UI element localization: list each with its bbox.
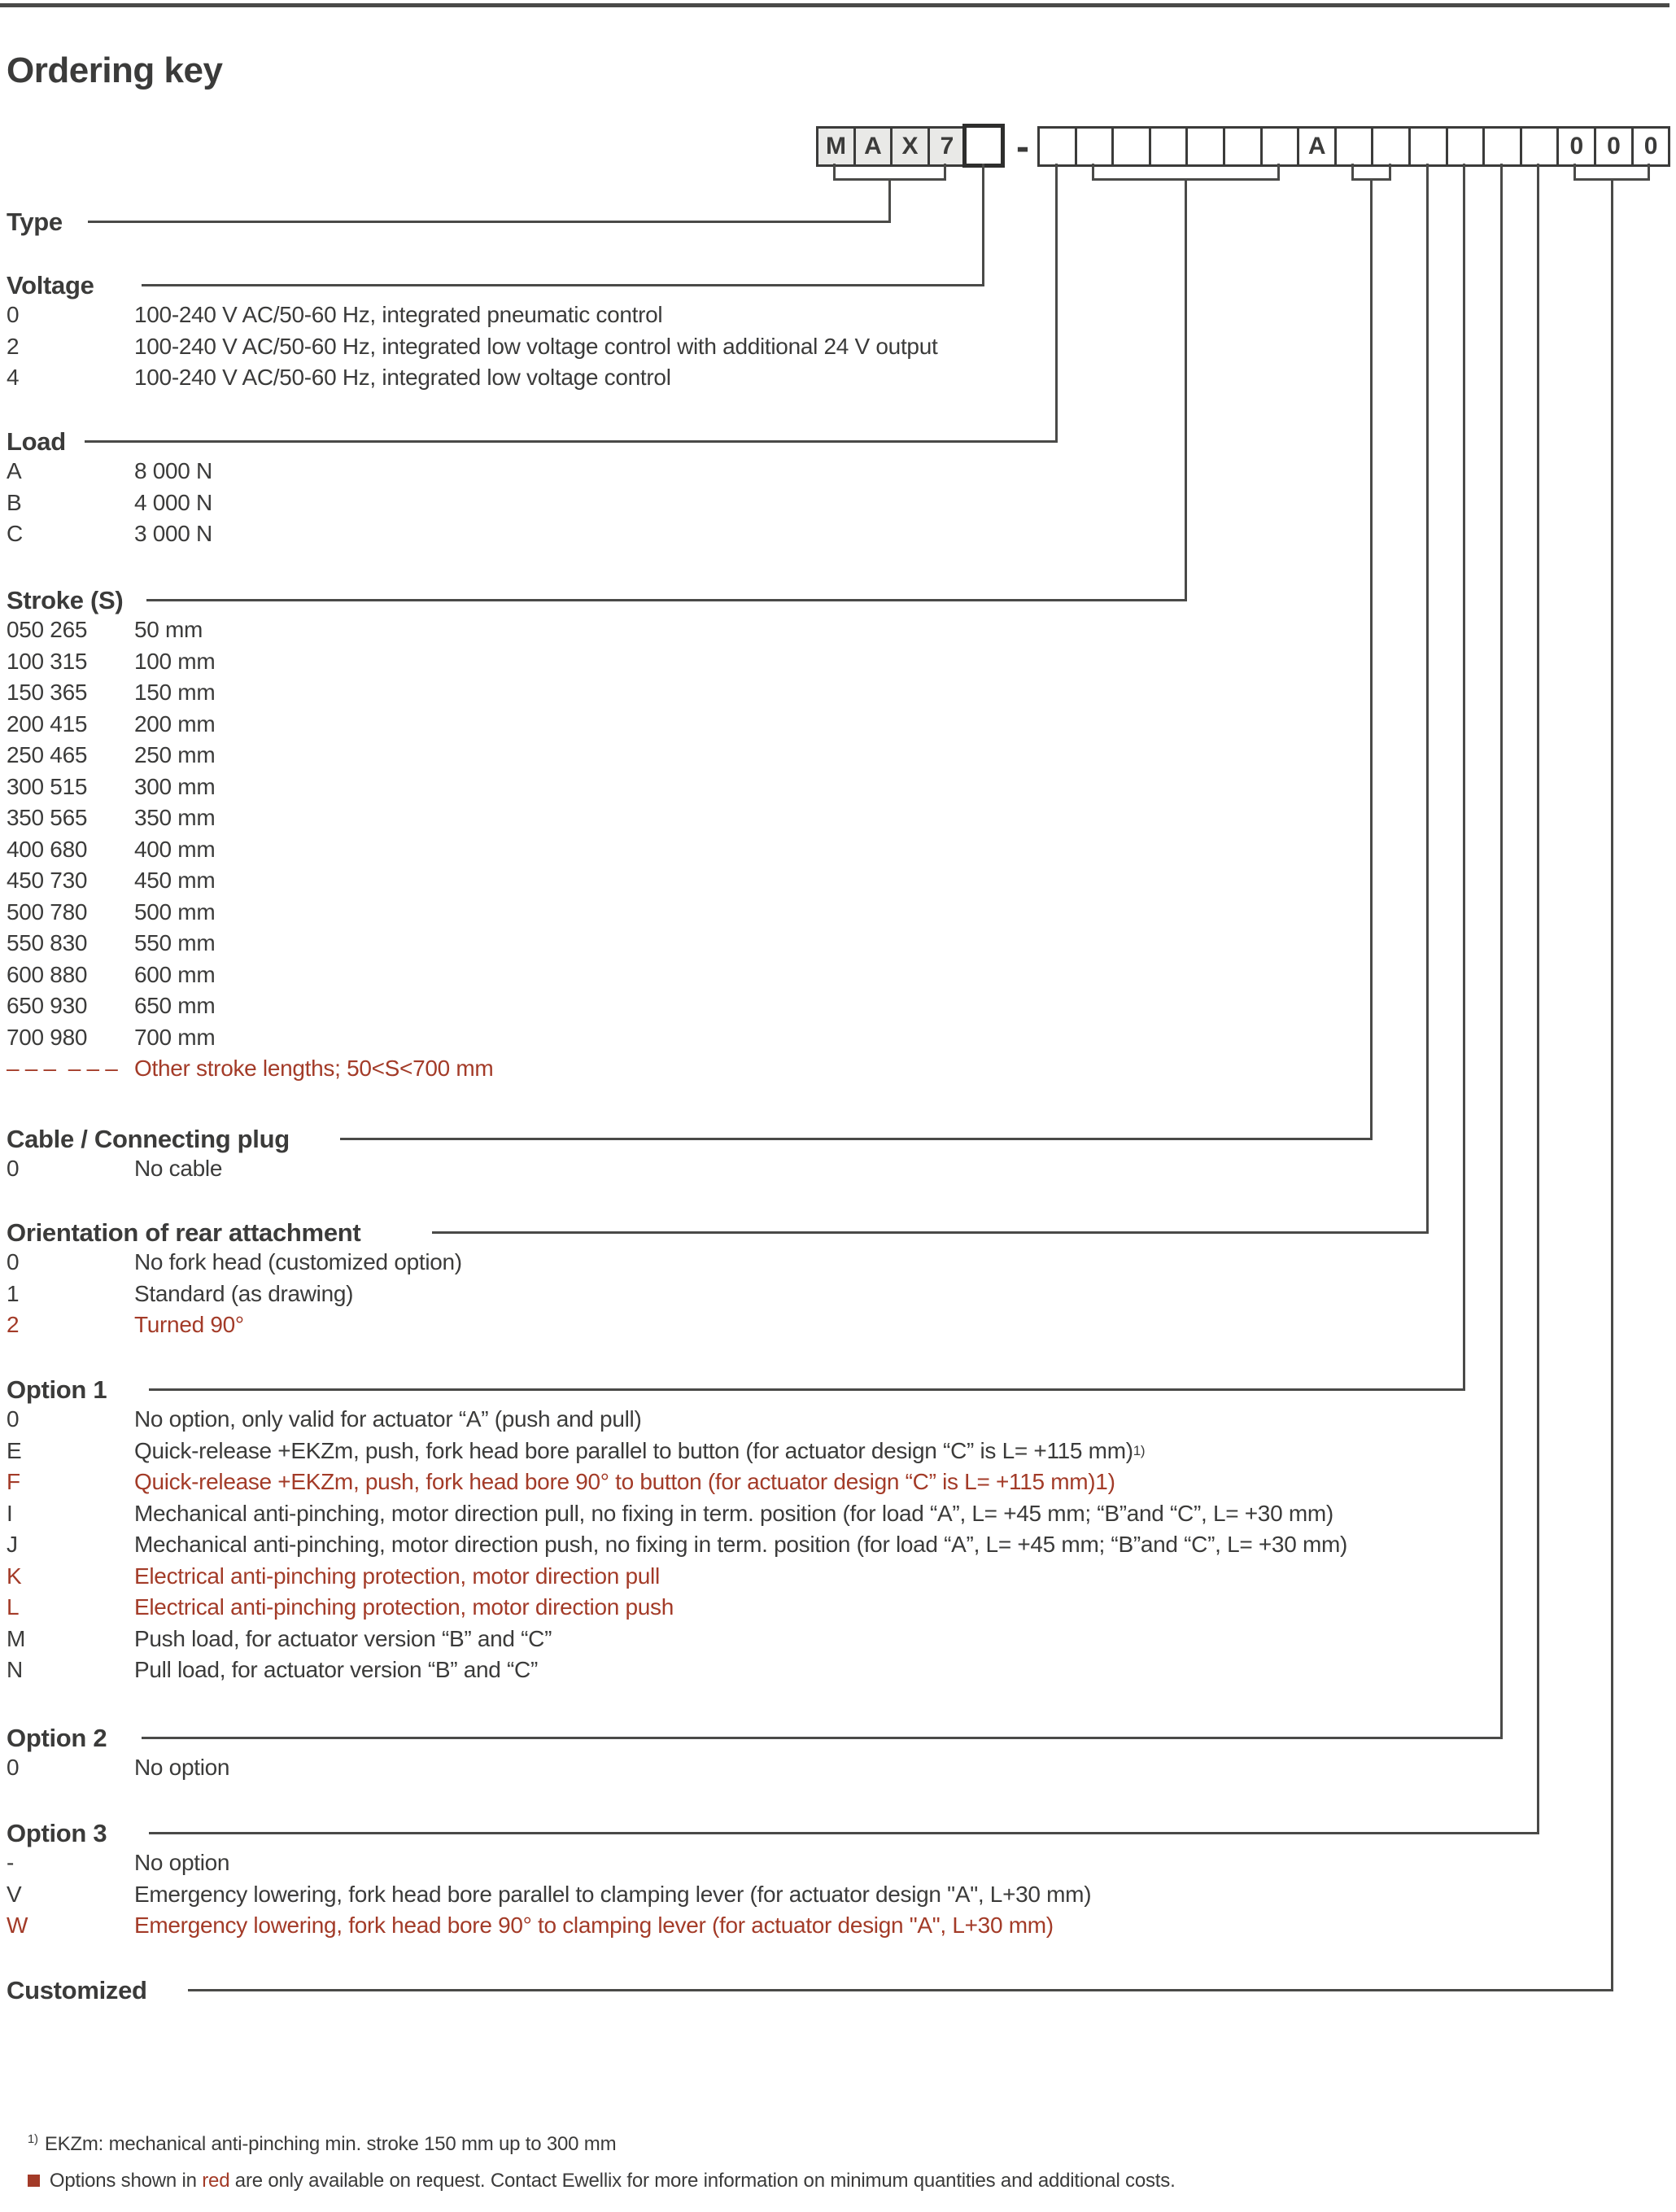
row-desc: No option [134, 1755, 230, 1781]
section-orientation-title: Orientation of rear attachment [7, 1218, 361, 1247]
code-box-option1 [1446, 129, 1483, 164]
option3-row [7, 1910, 1091, 1942]
section-type-title: Type [7, 208, 63, 236]
code-box-stroke-2 [1111, 129, 1149, 164]
option1-row [7, 1561, 1347, 1593]
code-box-cable-1 [1334, 129, 1372, 164]
stroke-row [7, 897, 493, 929]
row-code: M [7, 1625, 26, 1651]
row-desc: 100-240 V AC/50-60 Hz, integrated low voltage control with additional 24 V output [134, 333, 938, 359]
section-customized-title: Customized [7, 1976, 147, 2004]
row-code: 100 315 [7, 648, 88, 674]
row-desc: 450 mm [134, 868, 216, 894]
section-stroke [7, 587, 493, 1085]
option2-rule [142, 1737, 1503, 1739]
stroke-row [7, 677, 493, 709]
row-code: - [7, 1850, 15, 1876]
row-desc: Turned 90° [134, 1312, 244, 1338]
code-box-option2 [1482, 129, 1520, 164]
cable-row [7, 1153, 290, 1185]
row-desc: Quick-release +EKZm, push, fork head bore parallel to button (for actuator design “C” is L= +115 mm) [134, 1437, 1133, 1463]
row-code: F [7, 1469, 20, 1495]
row-desc: No cable [134, 1156, 223, 1182]
option2-connector [1500, 164, 1503, 1739]
option1-row [7, 1655, 1347, 1686]
option1-connector [1463, 164, 1465, 1391]
stroke-row [7, 1022, 493, 1054]
separator-dash: - [1016, 125, 1029, 168]
code-box-7: 7 [927, 129, 965, 164]
section-option1 [7, 1376, 1347, 1686]
row-desc: 650 mm [134, 993, 216, 1019]
row-code: A [7, 458, 22, 484]
row-desc: Pull load, for actuator version “B” and “C” [134, 1657, 538, 1683]
row-desc: 150 mm [134, 680, 216, 706]
row-desc: Mechanical anti-pinching, motor direction pull, no fixing in term. position (for load “A”, L= +45 mm; “B”and “C”, L= +30 mm) [134, 1500, 1333, 1526]
customized-rule [188, 1989, 1613, 1991]
option1-row [7, 1592, 1347, 1624]
row-code: 4 [7, 365, 20, 391]
row-desc: Emergency lowering, fork head bore parallel to clamping lever (for actuator design "A", L+30 mm) [134, 1881, 1092, 1907]
section-option2-title: Option 2 [7, 1724, 107, 1752]
row-desc: No option [134, 1850, 230, 1876]
type-connector [888, 178, 891, 223]
stroke-row [7, 772, 493, 803]
row-desc: 350 mm [134, 805, 216, 831]
section-orientation [7, 1219, 462, 1341]
row-code: – – – – – – [7, 1056, 118, 1082]
voltage-code-box [962, 124, 1005, 168]
load-row [7, 487, 212, 519]
footnote-text-post: are only available on request. Contact Ewellix for more information on minimum quantities and additional costs. [229, 2170, 1176, 2192]
row-code: N [7, 1657, 23, 1683]
row-desc: No fork head (customized option) [134, 1249, 462, 1275]
row-desc: 500 mm [134, 898, 216, 925]
customized-connector [1611, 178, 1613, 1991]
code-box-fixed-a: A [1297, 129, 1334, 164]
section-option1-title: Option 1 [7, 1375, 107, 1404]
row-code: 300 515 [7, 773, 88, 799]
cable-connector [1370, 178, 1373, 1140]
row-code: 0 [7, 1249, 20, 1275]
footnote-text-pre: Options shown in [49, 2170, 203, 2192]
footnote-red-options [7, 2147, 1176, 2212]
code-box-stroke-6 [1260, 129, 1298, 164]
row-code: 450 730 [7, 868, 88, 894]
row-code: E [7, 1437, 22, 1463]
load-row [7, 456, 212, 487]
row-code: 2 [7, 333, 20, 359]
row-code: 400 680 [7, 836, 88, 862]
voltage-connector [982, 164, 984, 286]
stroke-row [7, 960, 493, 991]
row-desc: Quick-release +EKZm, push, fork head bore 90° to button (for actuator design “C” is L= +115 mm)1) [134, 1469, 1115, 1495]
option1-row [7, 1498, 1347, 1530]
row-code: 050 265 [7, 617, 88, 643]
code-box-load [1040, 129, 1075, 164]
page-title: Ordering key [7, 50, 223, 90]
section-voltage-title: Voltage [7, 271, 94, 299]
code-box-a: A [853, 129, 891, 164]
row-code: 0 [7, 1755, 20, 1781]
option1-row [7, 1404, 1347, 1436]
row-desc: 600 mm [134, 961, 216, 987]
stroke-row-other [7, 1053, 493, 1085]
row-desc: Electrical anti-pinching protection, motor direction push [134, 1594, 674, 1620]
stroke-row [7, 990, 493, 1022]
orientation-row [7, 1247, 462, 1279]
row-code: C [7, 521, 23, 547]
row-desc: 3 000 N [134, 521, 212, 547]
row-desc: 100-240 V AC/50-60 Hz, integrated low voltage control [134, 365, 671, 391]
stroke-row [7, 709, 493, 741]
row-code: 350 565 [7, 805, 88, 831]
row-code: 700 980 [7, 1024, 88, 1050]
row-desc: No option, only valid for actuator “A” (push and pull) [134, 1406, 642, 1432]
row-code: W [7, 1913, 28, 1939]
row-code: 200 415 [7, 710, 88, 737]
row-code: 1 [7, 1280, 20, 1306]
row-desc: 8 000 N [134, 458, 212, 484]
row-code: 250 465 [7, 742, 88, 768]
section-load-title: Load [7, 427, 66, 456]
row-desc: Push load, for actuator version “B” and “C” [134, 1625, 552, 1651]
load-rule [85, 440, 1058, 443]
row-desc: 400 mm [134, 836, 216, 862]
order-code-boxes [1037, 126, 1670, 167]
section-stroke-title: Stroke (S) [7, 586, 124, 614]
footnote-text: EKZm: mechanical anti-pinching min. stroke 150 mm up to 300 mm [44, 2133, 617, 2155]
section-option3 [7, 1820, 1091, 1942]
option1-row: E Quick-release +EKZm, push, fork head bore parallel to button (for actuator design “C” is L= +115 mm) 1) [7, 1437, 1146, 1463]
row-desc: 50 mm [134, 617, 203, 643]
voltage-row [7, 299, 937, 331]
option1-row [7, 1467, 1347, 1498]
row-code: I [7, 1500, 13, 1526]
stroke-row [7, 614, 493, 646]
row-desc: 300 mm [134, 773, 216, 799]
section-type [7, 208, 63, 236]
stroke-row [7, 740, 493, 772]
row-code: 0 [7, 1406, 20, 1432]
section-option3-title: Option 3 [7, 1819, 107, 1847]
row-code: 650 930 [7, 993, 88, 1019]
footnote-superscript: 1) [27, 2132, 38, 2146]
stroke-row [7, 928, 493, 960]
row-desc: 250 mm [134, 742, 216, 768]
row-desc: 4 000 N [134, 489, 212, 515]
footnote-red-word: red [202, 2170, 230, 2192]
stroke-row [7, 646, 493, 678]
code-box-m: M [818, 129, 853, 164]
row-code: B [7, 489, 22, 515]
stroke-row [7, 834, 493, 866]
code-box-orientation [1408, 129, 1446, 164]
code-box-x: X [890, 129, 927, 164]
row-desc: Other stroke lengths; 50<S<700 mm [134, 1056, 494, 1082]
row-desc: Standard (as drawing) [134, 1280, 354, 1306]
type-code-boxes [816, 126, 967, 167]
section-cable-title: Cable / Connecting plug [7, 1125, 290, 1153]
row-code: 500 780 [7, 898, 88, 925]
code-box-zero-1: 0 [1556, 129, 1594, 164]
row-desc: Mechanical anti-pinching, motor direction push, no fixing in term. position (for load “A”, L= +45 mm; “B”and “C”, L= +30 mm) [134, 1532, 1348, 1558]
code-box-option3 [1520, 129, 1557, 164]
code-box-stroke-4 [1185, 129, 1223, 164]
row-code: J [7, 1532, 18, 1558]
code-box-stroke-5 [1223, 129, 1260, 164]
code-box-cable-2 [1371, 129, 1408, 164]
page-top-rule [0, 3, 1669, 7]
orientation-row [7, 1279, 462, 1310]
voltage-row [7, 362, 937, 394]
row-code: 550 830 [7, 930, 88, 956]
row-desc: Emergency lowering, fork head bore 90° to clamping lever (for actuator design "A", L+30 mm) [134, 1913, 1054, 1939]
load-connector [1055, 164, 1058, 443]
code-box-stroke-1 [1075, 129, 1112, 164]
section-customized [7, 1977, 147, 2004]
orientation-connector [1426, 164, 1429, 1234]
row-desc: 550 mm [134, 930, 216, 956]
row-code: 2 [7, 1312, 20, 1338]
section-option2 [7, 1725, 229, 1784]
stroke-row [7, 802, 493, 834]
row-code: 0 [7, 302, 20, 328]
option2-row [7, 1752, 229, 1784]
code-box-zero-3: 0 [1631, 129, 1669, 164]
row-desc: 100-240 V AC/50-60 Hz, integrated pneumatic control [134, 302, 663, 328]
option3-row [7, 1879, 1091, 1911]
stroke-row [7, 865, 493, 897]
section-voltage [7, 272, 937, 394]
option1-row [7, 1529, 1347, 1561]
row-code: 0 [7, 1156, 20, 1182]
cable-rule [340, 1138, 1373, 1140]
code-box-stroke-3 [1149, 129, 1186, 164]
row-code: V [7, 1881, 22, 1907]
row-desc: 200 mm [134, 710, 216, 737]
orientation-rule [432, 1231, 1429, 1234]
row-desc: Electrical anti-pinching protection, motor direction pull [134, 1563, 660, 1589]
voltage-row [7, 331, 937, 363]
row-code: L [7, 1594, 20, 1620]
option3-row [7, 1847, 1091, 1879]
row-desc: 100 mm [134, 648, 216, 674]
row-code: K [7, 1563, 22, 1589]
load-row [7, 518, 212, 550]
option1-row [7, 1624, 1347, 1655]
section-load [7, 428, 212, 550]
red-square-icon [28, 2175, 40, 2187]
row-desc: 700 mm [134, 1024, 216, 1050]
code-box-zero-2: 0 [1594, 129, 1631, 164]
option3-connector [1537, 164, 1539, 1834]
row-code: 600 880 [7, 961, 88, 987]
section-cable [7, 1126, 290, 1185]
stroke-connector [1185, 178, 1187, 601]
orientation-row [7, 1309, 462, 1341]
row-code: 150 365 [7, 680, 88, 706]
type-rule [88, 221, 891, 223]
